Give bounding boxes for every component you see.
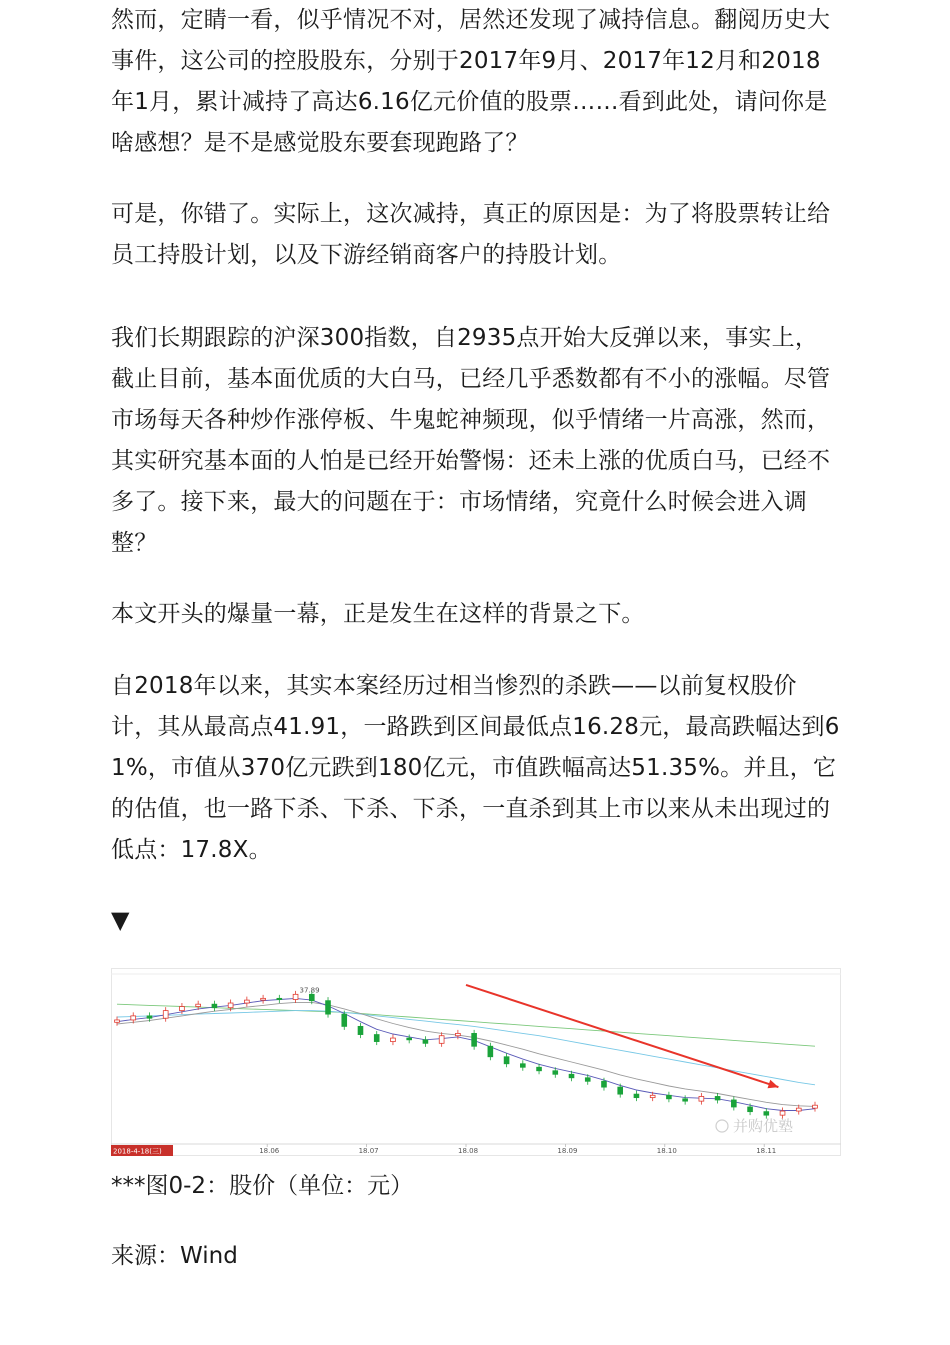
watermark-text: 并购优塾 [733, 1117, 794, 1135]
candle-body [147, 1016, 152, 1018]
candle-body [309, 994, 314, 1000]
paragraph-5: 自2018年以来，其实本案经历过相当惨烈的杀跌——以前复权股价计，其从最高点41.91，一路跌到区间最低点16.28元，最高跌幅达到61%，市值从370亿元跌到180亿元，市值跌幅高达51.35%。并且，它的估值，也一路下杀、下杀、下杀，一直杀到其上市以来从未出现过的低点：17.8X。 [111, 673, 840, 863]
candle-body [780, 1111, 785, 1115]
x-tick-label: 18.09 [557, 1147, 578, 1155]
candle-body [699, 1096, 704, 1101]
candle-body [115, 1020, 120, 1022]
x-tick-label: 18.10 [656, 1147, 677, 1155]
paragraph-4: 本文开头的爆量一幕，正是发生在这样的背景之下。 [111, 601, 645, 627]
x-tick-label: 18.07 [358, 1147, 379, 1155]
candle-body [731, 1100, 736, 1107]
figure-caption: ***图0-2：股价（单位：元） [111, 1173, 414, 1199]
candle-body [439, 1036, 444, 1044]
candle-body [569, 1074, 574, 1078]
chart-frame [112, 969, 841, 1156]
candle-body [520, 1064, 525, 1068]
x-tick-label: 18.11 [756, 1147, 777, 1155]
date-label: 2018-4-18(三) [113, 1147, 162, 1156]
candle-body [715, 1096, 720, 1100]
candle-body [212, 1004, 217, 1008]
candle-body [455, 1033, 460, 1035]
stock-price-chart-svg [111, 968, 841, 1156]
candle-body [196, 1004, 201, 1006]
figure-source: 来源：Wind [111, 1243, 238, 1269]
candle-body [180, 1007, 185, 1011]
candle-body [423, 1040, 428, 1044]
candle-body [228, 1003, 233, 1008]
x-tick-label: 18.06 [259, 1147, 280, 1155]
peak-value-label: 37.89 [299, 986, 320, 995]
candle-body [358, 1026, 363, 1034]
down-triangle-marker: ▼ [111, 906, 130, 934]
candle-body [261, 998, 266, 1000]
candle-body [537, 1067, 542, 1071]
candle-body [277, 998, 282, 999]
candle-body [764, 1112, 769, 1116]
candle-body [407, 1038, 412, 1040]
candle-body [504, 1057, 509, 1064]
paragraph-2: 可是，你错了。实际上，这次减持，真正的原因是：为了将股票转让给员工持股计划，以及下游经销商客户的持股计划。 [111, 201, 831, 268]
stock-price-chart [111, 968, 841, 1156]
candle-body [683, 1099, 688, 1101]
candle-body [667, 1095, 672, 1099]
paragraph-3: 我们长期跟踪的沪深300指数，自2935点开始大反弹以来，事实上，截止目前，基本面优质的大白马，已经几乎悉数都有不小的涨幅。尽管市场每天各种炒作涨停板、牛鬼蛇神频现，似乎情绪一片高涨，然而，其实研究基本面的人怕是已经开始警惕：还未上涨的优质白马，已经不多了。接下来，最大的问题在于：市场情绪，究竟什么时候会进入调整？ [111, 325, 831, 556]
candle-body [131, 1016, 136, 1020]
candle-body [813, 1105, 818, 1108]
candle-body [585, 1078, 590, 1082]
candle-body [553, 1071, 558, 1075]
candle-body [342, 1014, 347, 1026]
x-tick-label: 18.08 [458, 1147, 479, 1155]
candle-body [244, 1000, 249, 1003]
candle-body [748, 1107, 753, 1112]
candle-body [602, 1081, 607, 1087]
candle-body [634, 1094, 639, 1098]
candle-body [488, 1046, 493, 1057]
candle-body [618, 1087, 623, 1094]
candle-body [293, 994, 298, 999]
candle-body [163, 1011, 168, 1019]
paragraph-1: 然而，定睛一看，似乎情况不对，居然还发现了减持信息。翻阅历史大事件，这公司的控股股东，分别于2017年9月、2017年12月和2018年1月，累计减持了高达6.16亿元价值的股票……看到此处，请问你是啥感想？是不是感觉股东要套现跑路了？ [111, 7, 831, 156]
candle-body [650, 1095, 655, 1097]
candle-body [472, 1033, 477, 1046]
candle-body [326, 1001, 331, 1014]
candle-body [374, 1035, 379, 1042]
candle-body [391, 1038, 396, 1042]
candle-body [796, 1108, 801, 1111]
